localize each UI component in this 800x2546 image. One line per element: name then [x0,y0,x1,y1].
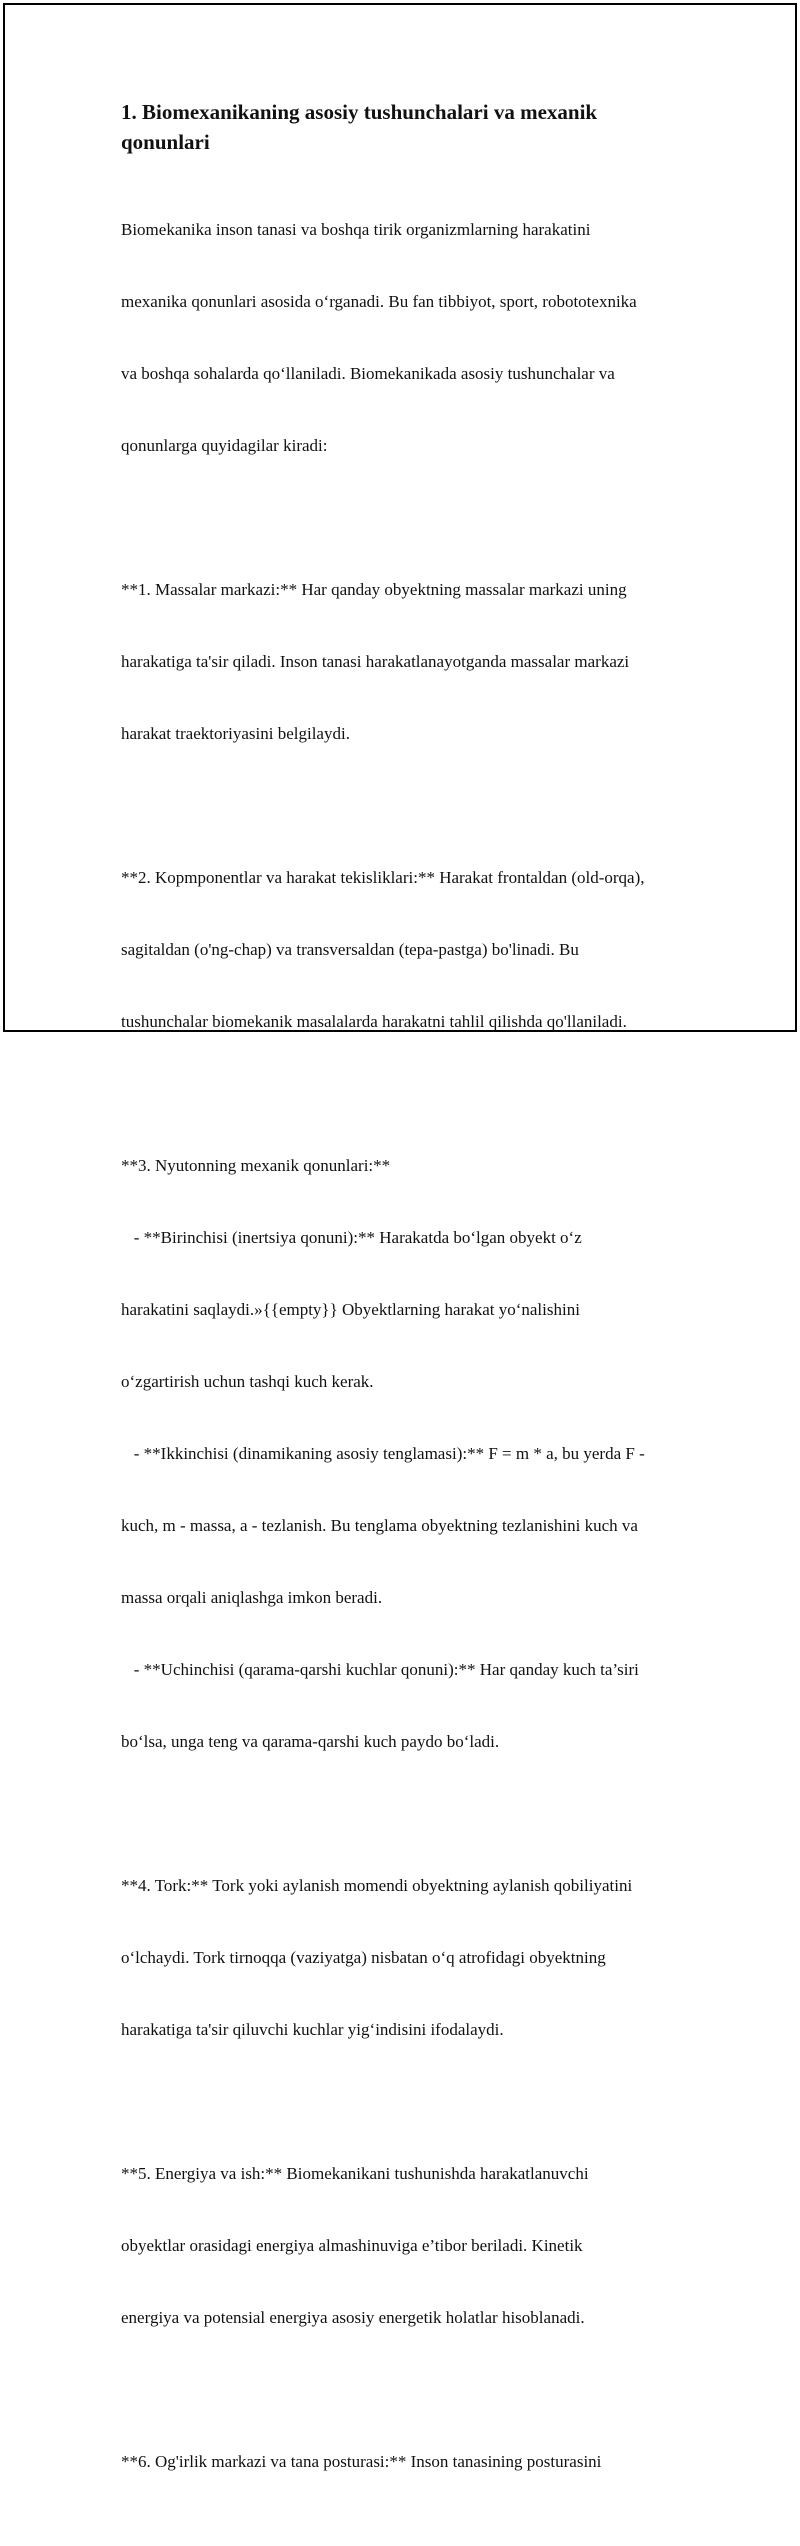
text-line: sagitaldan (o'ng-chap) va transversaldan (tepa-pastga) bo'linadi. Bu [121,940,579,959]
text-line: **6. Og'irlik markazi va tana posturasi:** Inson tanasining posturasini [121,2452,602,2471]
text-line: qonunlarga quyidagilar kiradi: [121,436,328,455]
point-5-paragraph [121,2114,711,2378]
text-line: **3. Nyutonning mexanik qonunlari:** [121,1156,391,1175]
text-line: harakat traektoriyasini belgilaydi. [121,724,350,743]
text-line: o‘lchaydi. Tork tirnoqqa (vaziyatga) nisbatan o‘q atrofidagi obyektning [121,1948,606,1967]
point-6-paragraph [121,2402,711,2522]
text-line: **1. Massalar markazi:** Har qanday obyektning massalar markazi uning [121,580,627,599]
point-2-paragraph [121,818,711,1082]
text-line: harakatiga ta'sir qiladi. Inson tanasi harakatlanayotganda massalar markazi [121,652,630,671]
text-line: energiya va potensial energiya asosiy energetik holatlar hisoblanadi. [121,2308,585,2327]
text-line: harakatiga ta'sir qiluvchi kuchlar yig‘indisini ifodalaydi. [121,2020,504,2039]
text-line: obyektlar orasidagi energiya almashinuviga e’tibor beriladi. Kinetik [121,2236,583,2255]
text-line: - **Birinchisi (inertsiya qonuni):** Harakatda bo‘lgan obyekt o‘z [121,1228,582,1247]
point-4-paragraph [121,1826,711,2090]
text-line: Biomekanika inson tanasi va boshqa tirik organizmlarning harakatini [121,220,591,239]
page-frame [3,3,797,2471]
text-line: o‘zgartirish uchun tashqi kuch kerak. [121,1372,374,1391]
text-line: massa orqali aniqlashga imkon beradi. [121,1588,383,1607]
text-line: mexanika qonunlari asosida o‘rganadi. Bu fan tibbiyot, sport, robototexnika [121,292,637,311]
text-line: **5. Energiya va ish:** Biomekanikani tushunishda harakatlanuvchi [121,2164,589,2183]
section-heading: 1. Biomexanikaning asosiy tushunchalari va mexanik qonunlari [121,100,598,154]
intro-paragraph [121,170,711,506]
text-line: va boshqa sohalarda qo‘llaniladi. Biomekanikada asosiy tushunchalar va [121,364,615,383]
document-body [121,97,711,2546]
text-line: - **Ikkinchisi (dinamikaning asosiy tenglamasi):** F = m * a, bu yerda F - [121,1444,645,1463]
point-3-paragraph [121,1106,711,1802]
text-line: kuch, m - massa, a - tezlanish. Bu tenglama obyektning tezlanishini kuch va [121,1516,638,1535]
text-line: tushunchalar biomekanik masalalarda harakatni tahlil qilishda qo'llaniladi. [121,1012,627,1031]
text-line: bo‘lsa, unga teng va qarama-qarshi kuch paydo bo‘ladi. [121,1732,500,1751]
text-line: **4. Tork:** Tork yoki aylanish momendi obyektning aylanish qobiliyatini [121,1876,633,1895]
text-line: **2. Kopmponentlar va harakat tekisliklari:** Harakat frontaldan (old-orqa), [121,868,645,887]
text-line: harakatini saqlaydi.»{{empty}} Obyektlarning harakat yo‘nalishini [121,1300,580,1319]
point-1-paragraph [121,530,711,794]
text-line: - **Uchinchisi (qarama-qarshi kuchlar qonuni):** Har qanday kuch ta’siri [121,1660,639,1679]
